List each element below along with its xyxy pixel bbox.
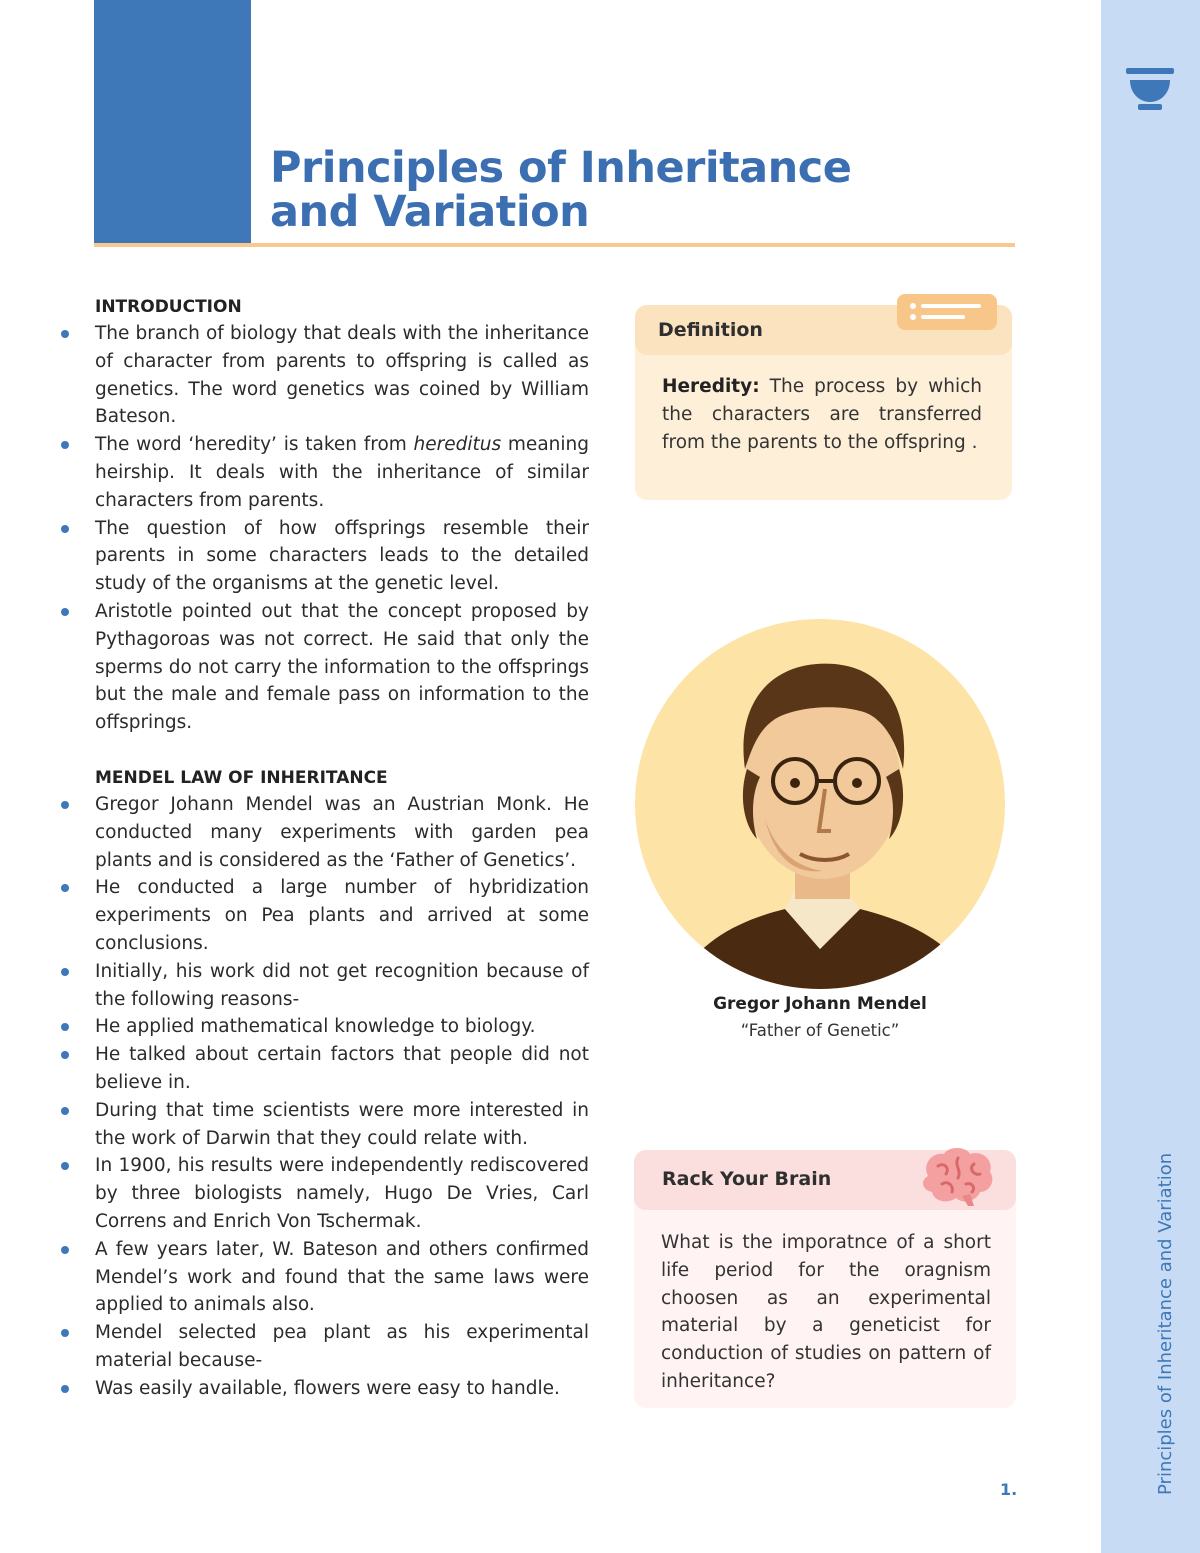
mendel-list [95, 791, 589, 1403]
list-item: The branch of biology that deals with the inheritance of character from parents to offspring is called as genetics. The word genetics was coined by William Bateson. [95, 320, 589, 431]
list-item: A few years later, W. Bateson and others confirmed Mendel’s work and found that the same laws were applied to animals also. [95, 1236, 589, 1319]
list-item: Initially, his work did not get recognition because of the following reasons- [95, 958, 589, 1014]
list-item: The word ‘heredity’ is taken from hereditus meaning heirship. It deals with the inheritance of similar characters from parents. [95, 431, 589, 514]
definition-text: The process by which the characters are transferred from the parents to the offspring . [662, 376, 982, 453]
page-title [270, 143, 852, 237]
title-underline [94, 243, 1015, 247]
list-item: He talked about certain factors that people did not believe in. [95, 1041, 589, 1097]
header-color-block [94, 0, 251, 243]
list-item: In 1900, his results were independently rediscovered by three biologists namely, Hugo De Vries, Carl Correns and Enrich Von Tschermak. [95, 1152, 589, 1235]
mendel-heading: MENDEL LAW OF INHERITANCE [95, 767, 388, 788]
list-item: During that time scientists were more interested in the work of Darwin that they could relate with. [95, 1097, 589, 1153]
portrait-name: Gregor Johann Mendel [713, 994, 927, 1014]
definition-card [635, 305, 1012, 500]
list-item: Gregor Johann Mendel was an Austrian Monk. He conducted many experiments with garden pea plants and is considered as the ‘Father of Genetics’. [95, 791, 589, 874]
list-item: He applied mathematical knowledge to biology. [95, 1013, 589, 1041]
portrait-subtitle: “Father of Genetic” [740, 1021, 900, 1040]
definition-term: Heredity: [662, 376, 760, 397]
page-title-line-1: Principles of Inheritance [270, 143, 852, 193]
definition-body [662, 373, 982, 456]
mendel-portrait-image [635, 619, 1005, 989]
main-text-column [95, 294, 589, 1402]
list-item: Was easily available, flowers were easy to handle. [95, 1375, 589, 1403]
rack-your-brain-card [634, 1150, 1016, 1408]
page-title-line-2: and Variation [270, 187, 590, 237]
list-item: Mendel selected pea plant as his experimental material because- [95, 1319, 589, 1375]
brain-icon [918, 1146, 996, 1206]
list-icon [897, 294, 997, 330]
list-item: He conducted a large number of hybridization experiments on Pea plants and arrived at some conclusions. [95, 874, 589, 957]
page-number: 1. [1000, 1480, 1018, 1499]
italic-term: hereditus [413, 434, 502, 456]
list-item: The question of how offsprings resemble their parents in some characters leads to the detailed study of the organisms at the genetic level. [95, 515, 589, 598]
side-chapter-label: Principles of Inheritance and Variation [1155, 1152, 1176, 1495]
introduction-heading: INTRODUCTION [95, 297, 242, 317]
side-strip [1101, 0, 1200, 1553]
rack-your-brain-title: Rack Your Brain [662, 1168, 832, 1190]
definition-title: Definition [658, 319, 763, 341]
list-item: Aristotle pointed out that the concept proposed by Pythagoroas was not correct. He said that only the sperms do not carry the information to the offsprings but the male and female pass on information to the offsprings. [95, 598, 589, 737]
unacademy-logo-icon [1126, 68, 1174, 110]
introduction-list [95, 320, 589, 737]
rack-your-brain-question: What is the imporatnce of a short life period for the oragnism choosen as an experimental material by a geneticist for conduction of studies on pattern of inheritance? [661, 1232, 991, 1392]
